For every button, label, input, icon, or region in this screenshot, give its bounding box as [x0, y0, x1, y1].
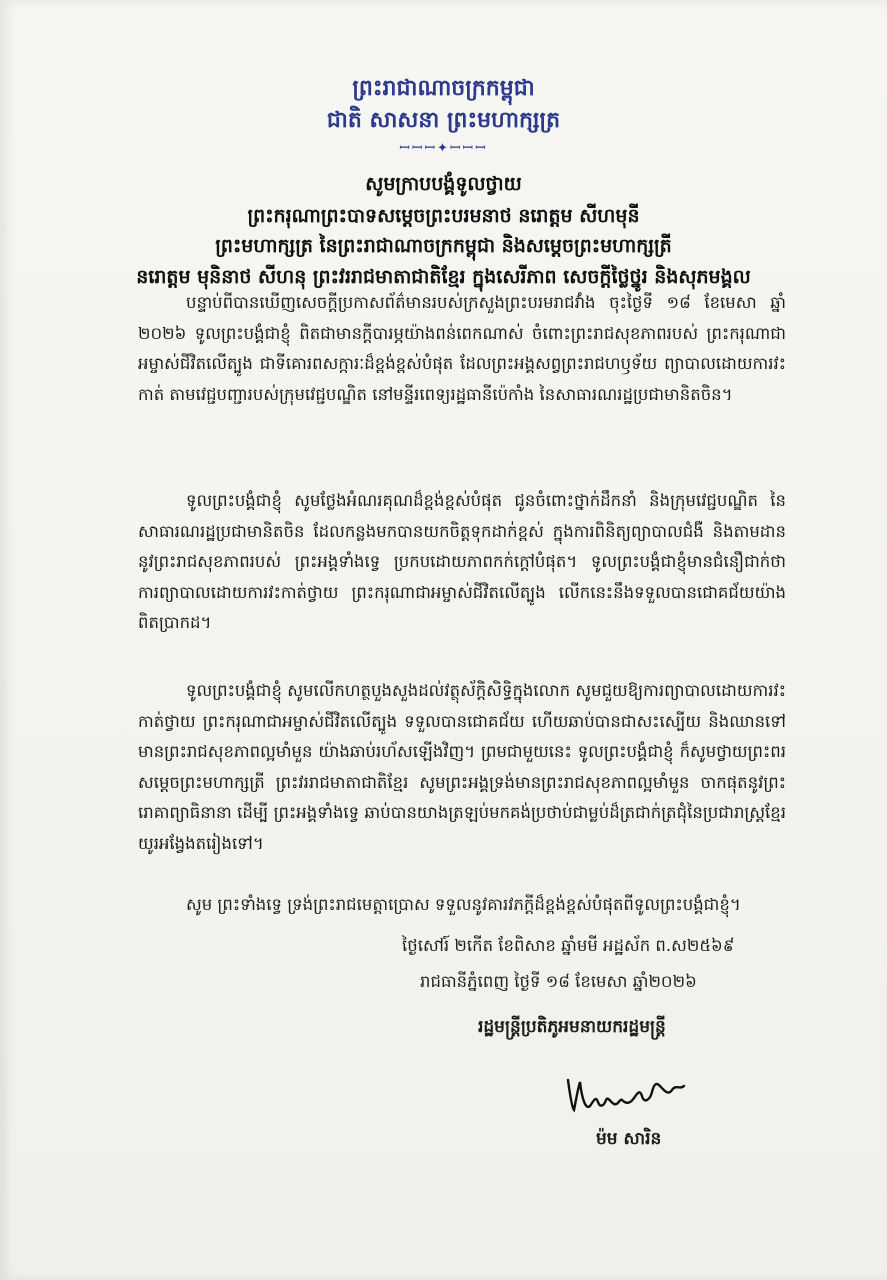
- motto-heading: ជាតិ សាសនា ព្រះមហាក្សត្រ: [326, 108, 561, 133]
- lunar-date: ថ្ងៃសៅរ៍ ២កើត ខែពិសាខ ឆ្នាំមមី អដ្ឋស័ក ព.ស២៥៦៩: [402, 936, 735, 955]
- place-date: រាជធានីភ្នំពេញ ថ្ងៃទី ១៨ ខែមេសា ឆ្នាំ២០២៦: [420, 972, 697, 991]
- signer-title: រដ្ឋមន្ត្រីប្រតិភូអមនាយករដ្ឋមន្ត្រី: [478, 1017, 666, 1037]
- signature-image: [560, 1060, 710, 1120]
- signer-name: ម៉ម សារិន: [596, 1129, 662, 1149]
- salutation-line-1: សូមក្រាបបង្គំទូលថ្វាយ: [365, 173, 522, 195]
- paragraph-3: ទូលព្រះបង្គំជាខ្ញុំ សូមលើកហត្ថបួងសួងដល់វត្ថុស័ក្តិសិទ្ធិក្នុងលោក សូមជួយឱ្យការព្យាបាលដោយការវះកាត់ថ្វាយ ព្រះករុណាជាអម្ចាស់ជីវិតលើត្បូង ទទួលបានជោគជ័យ ហើយឆាប់បានជាសះស្បើយ និងឈានទៅមានព្រះរាជសុខភាពល្អមាំមួន យ៉ាងឆាប់រហ័សឡើងវិញ។ ព្រមជាមួយនេះ ទូលព្រះបង្គំជាខ្ញុំ ក៏សូមថ្វាយព្រះពរ សម្តេចព្រះមហាក្សត្រី ព្រះវររាជមាតាជាតិខ្មែរ សូមព្រះអង្គទ្រង់មានព្រះរាជសុខភាពល្អមាំមួន ចាកផុតនូវព្រះរោគាព្យាធិនានា ដើម្បី ព្រះអង្គទាំងទ្វេ ឆាប់បានយាងត្រឡប់មកគង់ប្រថាប់ជាម្លប់ដ៏ត្រជាក់ត្រជុំនៃប្រជារាស្ត្រខ្មែរយូរអង្វែងតរៀងទៅ។: [138, 681, 786, 853]
- paragraph-1: បន្ទាប់ពីបានឃើញសេចក្តីប្រកាសព័ត៌មានរបស់ក្រសួងព្រះបរមរាជវាំង ចុះថ្ងៃទី ១៨ ខែមេសា ឆ្នាំ ២០២៦ ទូលព្រះបង្គំជាខ្ញុំ ពិតជាមានក្តីបារម្ភយ៉ាងពន់ពេកណាស់ ចំពោះព្រះរាជសុខភាពរបស់ ព្រះករុណាជាអម្ចាស់ជីវិតលើត្បូង ជាទីគោរពសក្ការៈដ៏ខ្ពង់ខ្ពស់បំផុត ដែលព្រះអង្គសព្វព្រះរាជហឫទ័យ ព្យាបាលដោយការវះកាត់ តាមវេជ្ជបញ្ជារបស់ក្រុមវេជ្ជបណ្ឌិត នៅមន្ទីរពេទ្យរដ្ឋធានីប៉េកាំង នៃសាធារណរដ្ឋប្រជាមានិតចិន។: [138, 293, 786, 404]
- salutation-line-2: ព្រះករុណាព្រះបាទសម្តេចព្រះបរមនាថ នរោត្តម សីហមុនី: [247, 205, 640, 227]
- salutation-line-4: នរោត្តម មុនិនាថ សីហនុ ព្រះវររាជមាតាជាតិខ្មែរ ក្នុងសេរីភាព សេចក្តីថ្លៃថ្នូរ និងសុភមង្គល: [136, 266, 751, 288]
- paragraph-2: ទូលព្រះបង្គំជាខ្ញុំ សូមថ្លែងអំណរគុណដ៏ខ្ពង់ខ្ពស់បំផុត ជូនចំពោះថ្នាក់ដឹកនាំ និងក្រុមវេជ្ជបណ្ឌិត នៃសាធារណរដ្ឋប្រជាមានិតចិន ដែលកន្លងមកបានយកចិត្តទុកដាក់ខ្ពស់ ក្នុងការពិនិត្យព្យាបាលជំងឺ និងតាមដាននូវព្រះរាជសុខភាពរបស់ ព្រះអង្គទាំងទ្វេ ប្រកបដោយភាពកក់ក្តៅបំផុត។ ទូលព្រះបង្គំជាខ្ញុំមានជំនឿជាក់ថា ការព្យាបាលដោយការវះកាត់ថ្វាយ ព្រះករុណាជាអម្ចាស់ជីវិតលើត្បូង លើកនេះនឹងទទួលបានជោគជ័យយ៉ាងពិតប្រាកដ។: [138, 491, 786, 632]
- salutation-line-3: ព្រះមហាក្សត្រ នៃព្រះរាជាណាចក្រកម្ពុជា និងសម្តេចព្រះមហាក្សត្រី: [215, 235, 672, 257]
- closing-line: សូម ព្រះទាំងទ្វេ ទ្រង់ព្រះរាជមេត្តាប្រោស ទទួលនូវគារវភក្តីដ៏ខ្ពង់ខ្ពស់បំផុតពីទូលព្រះបង្គំជាខ្ញុំ។: [186, 895, 741, 914]
- kingdom-heading: ព្រះរាជាណាចក្រកម្ពុជា: [352, 76, 535, 101]
- ornament-divider: ꟷꟷꟷ✦ꟷꟷꟷ: [399, 141, 488, 156]
